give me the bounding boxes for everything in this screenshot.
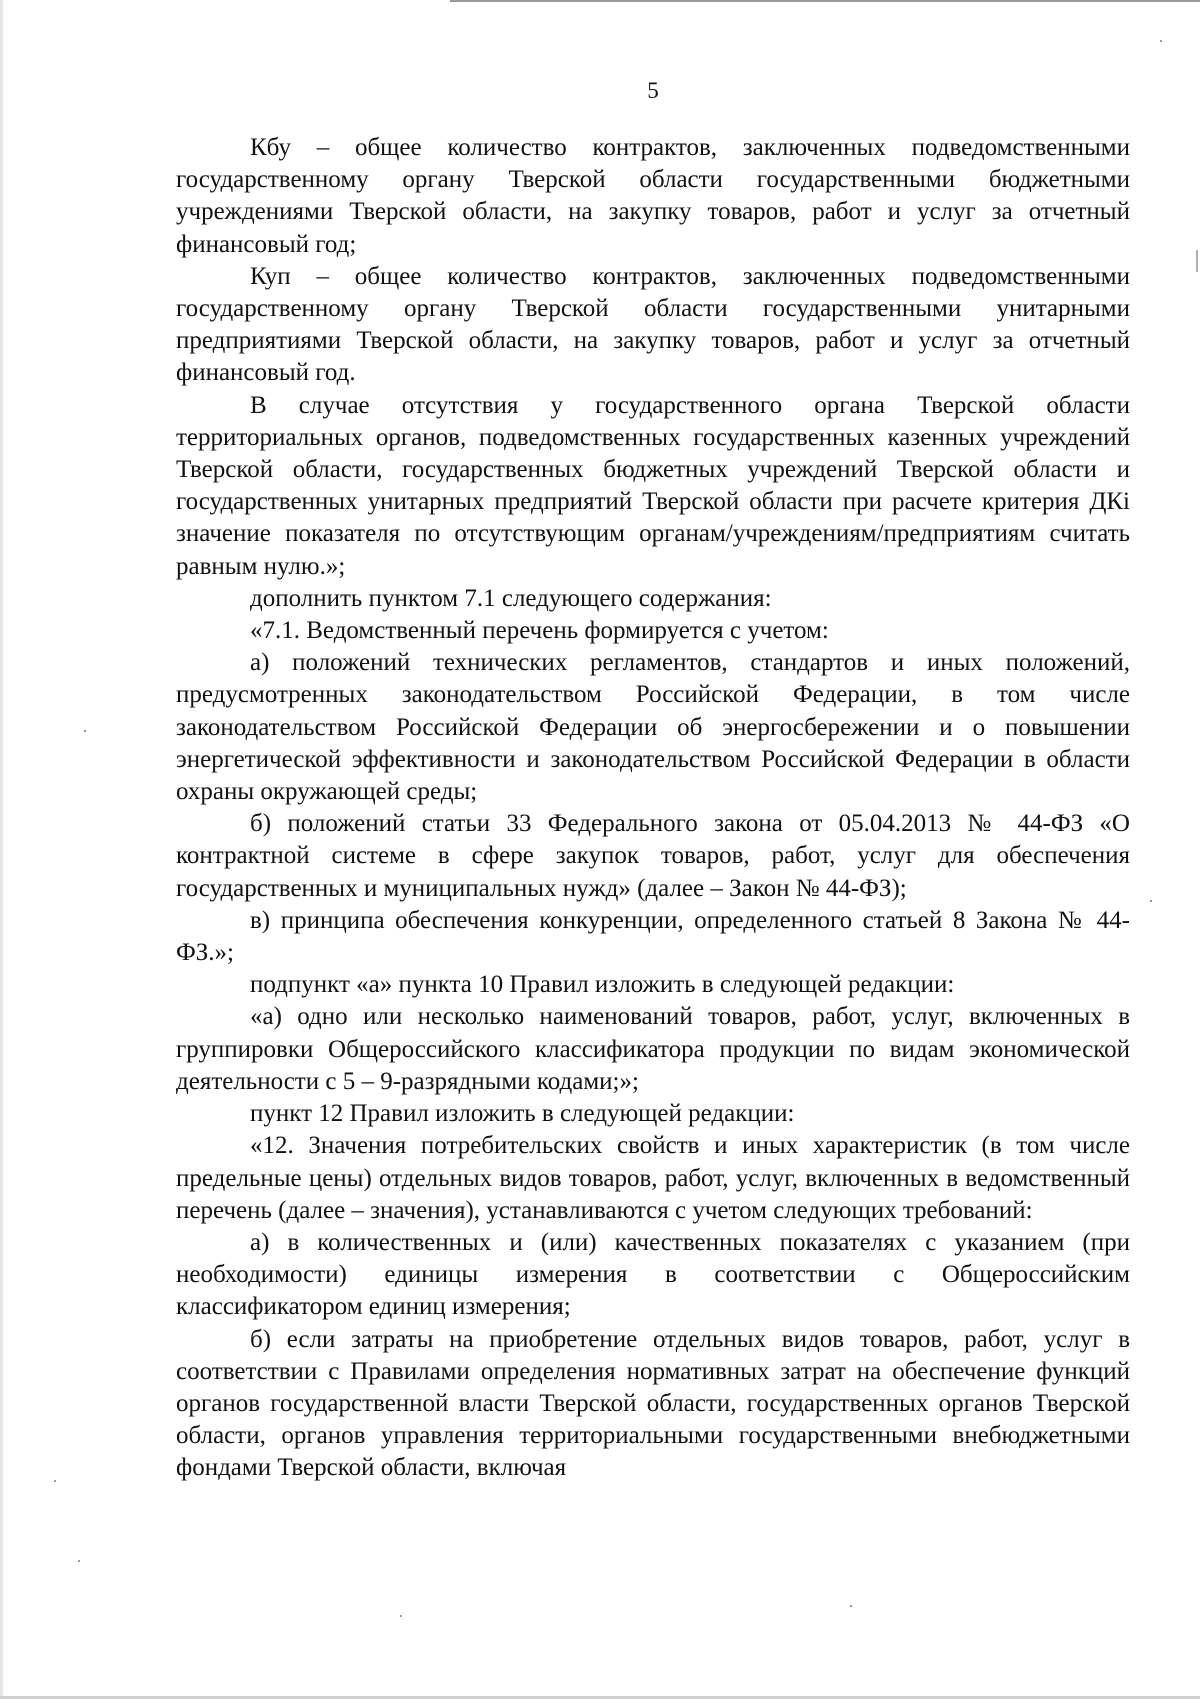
paragraph-point-7-1: «7.1. Ведомственный перечень формируется с учетом: <box>250 617 829 645</box>
paragraph-point-12-item-a: а) в количественных и (или) качественных показателях с указанием (при необходимости) единицы измерения в соответствии с Общероссийским классификатором единиц измерения; <box>176 1228 1130 1321</box>
scan-speck <box>78 1560 80 1562</box>
scan-speck <box>54 1480 56 1482</box>
paragraph-subpoint-a-text: «а) одно или несколько наименований товаров, работ, услуг, включенных в группировки Общероссийского классификатора продукции по видам экономической деятельности с 5 – 9-разрядными кодами;»; <box>176 1003 1130 1095</box>
paragraph-item-a-regulations: а) положений технических регламентов, стандартов и иных положений, предусмотренных законодательством Российской Федерации, в том числе законодательством Российской Федерации об энергосбережении и о повышении энергетической эффективности и законодательством Российской Федерации в области охраны окружающей среды; <box>176 649 1130 806</box>
paragraph-kup-definition: Куп – общее количество контрактов, заключенных подведомственными государственному органу Тверской области государственными унитарными предприятиями Тверской области, на закупку товаров, работ и услуг за отчетный финансовый год. <box>176 262 1130 387</box>
scan-edge-right <box>1196 250 1198 272</box>
scan-speck <box>1160 40 1162 42</box>
scan-speck <box>1150 900 1152 902</box>
paragraph-kbu-definition: Кбу – общее количество контрактов, заключенных подведомственными государственному органу Тверской области государственными бюджетными учреждениями Тверской области, на закупку товаров, работ и услуг за отчетный финансовый год; <box>176 134 1130 258</box>
paragraph-point-12-text: «12. Значения потребительских свойств и иных характеристик (в том числе предельные цены) отдельных видов товаров, работ, услуг, включенных в ведомственный перечень (далее – значения), устанавливаются с учетом следующих требований: <box>176 1132 1130 1224</box>
scan-speck <box>400 1615 402 1617</box>
paragraph-item-b-article-33: б) положений статьи 33 Федерального закона от 05.04.2013 № 44-ФЗ «О контрактной системе в сфере закупок товаров, работ, услуг для обеспечения государственных и муниципальных нужд» (далее – Закон № 44-ФЗ); <box>176 810 1130 902</box>
scan-speck <box>84 730 86 732</box>
scan-edge-top <box>450 0 1200 2</box>
paragraph-item-c-competition: в) принципа обеспечения конкуренции, определенного статьей 8 Закона № 44-ФЗ.»; <box>176 906 1130 967</box>
paragraph-add-point-7-1: дополнить пунктом 7.1 следующего содержания: <box>250 584 772 612</box>
scan-edge-left <box>0 0 3 1699</box>
paragraph-absence-case: В случае отсутствия у государственного органа Тверской области территориальных органов, подведомственных государственных казенных учреждений Тверской области, государственных бюджетных учреждений Тверской области и государственных унитарных предприятий Тверской области при расчете критерия ДКі значение показателя по отсутствующим органам/учреждениям/предприятиям считать равным нулю.»; <box>176 391 1130 580</box>
scan-speck <box>850 1605 852 1607</box>
paragraph-point-12-item-b: б) если затраты на приобретение отдельных видов товаров, работ, услуг в соответствии с Правилами определения нормативных затрат на обеспечение функций органов государственной власти Тверской области, государственных органов Тверской области, органов управления территориальными государственными внебюджетными фондами Тверской области, включая <box>176 1325 1130 1482</box>
paragraph-subpoint-a-point-10: подпункт «а» пункта 10 Правил изложить в следующей редакции: <box>250 971 955 999</box>
page-number: 5 <box>647 78 659 103</box>
document-body <box>176 132 1130 1485</box>
paragraph-point-12-heading: пункт 12 Правил изложить в следующей редакции: <box>250 1100 795 1128</box>
